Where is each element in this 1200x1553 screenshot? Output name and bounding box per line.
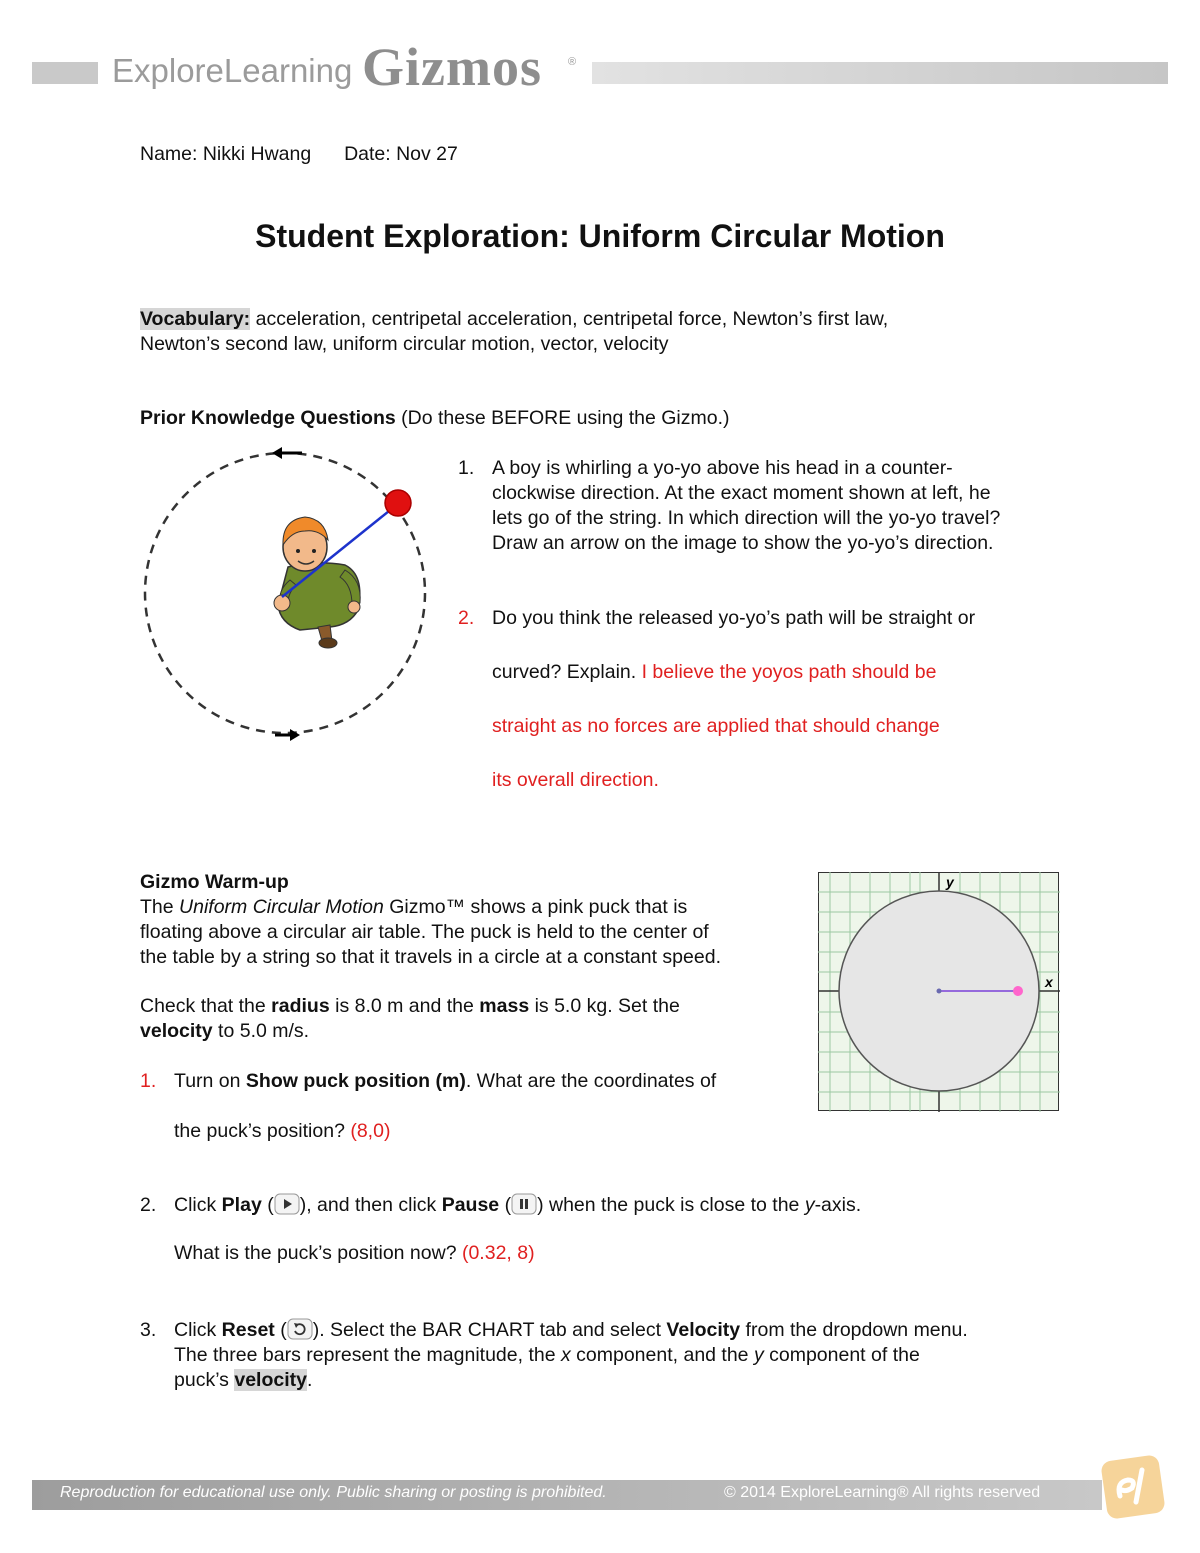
prior-q1-line: lets go of the string. In which direction will the yo-yo travel? [492, 507, 1001, 529]
warmup-q1-line-2: the puck’s position? [174, 1120, 351, 1142]
warmup-q3-line-3-pre: puck’s [174, 1369, 235, 1391]
gizmo-puck-graph [818, 872, 1060, 1112]
warmup-intro-line-3: the table by a string so that it travels in a circle at a constant speed. [140, 946, 721, 968]
warmup-q3-velocity: Velocity [666, 1319, 741, 1341]
warmup-q2-answer: (0.32, 8) [461, 1242, 535, 1264]
pause-icon [511, 1193, 537, 1215]
warmup-q2-pre: Click [174, 1194, 222, 1216]
check-mid: is 8.0 m and the [329, 995, 480, 1017]
y-axis-label: y [946, 874, 954, 890]
warmup-intro-line-2: floating above a circular air table. The puck is held to the center of [140, 921, 709, 943]
vocabulary-section [140, 307, 1060, 357]
warmup-q3-y: y [753, 1344, 764, 1366]
reset-icon [287, 1318, 313, 1340]
vocabulary-line-2: Newton’s second law, uniform circular motion, vector, velocity [140, 333, 669, 355]
warmup-section [140, 870, 800, 1044]
prior-q1-line: Draw an arrow on the image to show the yo-yo’s direction. [492, 532, 994, 554]
vocabulary-label: Vocabulary: [140, 308, 251, 330]
brand-explorelearning: ExploreLearning [112, 52, 353, 89]
warmup-q3-x: x [560, 1344, 571, 1366]
prior-q2-answer-1: I believe the yoyos path should be [641, 661, 937, 683]
prior-q2-line-2 [492, 660, 975, 714]
prior-heading-bold: Prior Knowledge Questions [140, 407, 396, 429]
check-mass: mass [479, 995, 530, 1017]
prior-q2-prompt: curved? Explain. [492, 661, 642, 683]
warmup-question-1 [140, 1069, 820, 1144]
warmup-q1-pre: Turn on [174, 1070, 246, 1092]
warmup-q3-line-2-mid: component, and the [570, 1344, 754, 1366]
brand-gizmos: Gizmos [362, 37, 542, 97]
check-end: to 5.0 m/s. [212, 1020, 310, 1042]
warmup-q3-post-1: ). Select the BAR CHART tab and select [312, 1319, 667, 1341]
prior-q1-line: A boy is whirling a yo-yo above his head in a counter- [492, 457, 953, 479]
prior-q1-number: 1. [458, 457, 475, 479]
header-bar-left [32, 62, 98, 84]
name-field: Name: Nikki Hwang [140, 143, 312, 165]
warmup-q2-mid: ), and then click [299, 1194, 442, 1216]
prior-q2-line-1: Do you think the released yo-yo’s path will be straight or [492, 607, 976, 629]
prior-knowledge-heading [140, 406, 730, 431]
warmup-q3-line-2-pre: The three bars represent the magnitude, the [174, 1344, 561, 1366]
warmup-intro-pre: The [140, 896, 180, 918]
warmup-q2-play: Play [221, 1194, 262, 1216]
warmup-q1-post: . What are the coordinates of [465, 1070, 717, 1092]
check-velocity: velocity [140, 1020, 213, 1042]
warmup-q1-number: 1. [140, 1070, 157, 1092]
prior-q2-number: 2. [458, 607, 475, 629]
warmup-question-2: 2. Click Play ( ), and then click Pause ( ) when the puck is close to the y-axis. What is the puck’s position now? (0.32, 8) [140, 1194, 862, 1264]
arrow-bottom-right-icon [275, 729, 300, 741]
yoyo-illustration [140, 445, 440, 745]
x-axis-label: x [1045, 974, 1053, 990]
page-title: Student Exploration: Uniform Circular Motion [255, 218, 945, 254]
warmup-q2-pause: Pause [441, 1194, 500, 1216]
warmup-q1-answer: (8,0) [350, 1120, 391, 1142]
vocabulary-line-1: acceleration, centripetal acceleration, centripetal force, Newton’s first law, [250, 308, 889, 330]
check-pre: Check that the [140, 995, 272, 1017]
warmup-q2-line-2: What is the puck’s position now? [174, 1242, 462, 1264]
warmup-q3-reset: Reset [221, 1319, 275, 1341]
footer-copyright: © 2014 ExploreLearning® All rights reserved [724, 1484, 1041, 1501]
check-radius: radius [271, 995, 330, 1017]
prior-q2-answer-2: straight as no forces are applied that should change [492, 715, 940, 737]
warmup-q3-post-2: from the dropdown menu. [740, 1319, 968, 1341]
warmup-question-3: 3. Click Reset ( ). Select the BAR CHART tab and select Velocity from the dropdown menu. The three bars represent the magnitude, the x component, and the y component of the puck’s velocity. [140, 1319, 968, 1391]
warmup-intro-post: Gizmo™ shows a pink puck that is [383, 896, 688, 918]
yoyo-ball [385, 490, 411, 516]
prior-question-2 [458, 606, 1078, 793]
student-info [140, 142, 458, 167]
warmup-heading: Gizmo Warm-up [140, 871, 289, 893]
date-field: Date: Nov 27 [344, 143, 458, 165]
warmup-q3-number: 3. [140, 1319, 157, 1341]
warmup-q2-axis: y [804, 1194, 815, 1216]
warmup-intro-gizmo-name: Uniform Circular Motion [179, 896, 384, 918]
explorelearning-logo-icon [1098, 1452, 1168, 1522]
header-bar-right [592, 62, 1168, 84]
table-center [937, 989, 942, 994]
footer-reproduction-notice: Reproduction for educational use only. Public sharing or posting is prohibited. [60, 1484, 607, 1501]
warmup-q3-line-3-post: . [306, 1369, 313, 1391]
warmup-q2-post: ) when the puck is close to the [537, 1194, 805, 1216]
prior-question-1 [458, 456, 1078, 556]
prior-q1-line: clockwise direction. At the exact moment shown at left, he [492, 482, 991, 504]
play-icon [274, 1193, 300, 1215]
prior-q2-answer-3: its overall direction. [492, 769, 659, 791]
warmup-q3-pre: Click [174, 1319, 222, 1341]
warmup-q1-bold: Show puck position (m) [245, 1070, 466, 1092]
brand-registered-mark: ® [568, 56, 577, 68]
warmup-q2-end: -axis. [814, 1194, 862, 1216]
boy-figure [274, 517, 360, 648]
pink-puck [1013, 986, 1023, 996]
warmup-q3-velocity-highlight: velocity [234, 1369, 307, 1391]
warmup-q2-number: 2. [140, 1194, 157, 1216]
prior-heading-note: (Do these BEFORE using the Gizmo.) [395, 407, 730, 429]
warmup-q3-line-2-post: component of the [763, 1344, 920, 1366]
arrow-top-left-icon [272, 447, 302, 459]
check-post: is 5.0 kg. Set the [529, 995, 680, 1017]
